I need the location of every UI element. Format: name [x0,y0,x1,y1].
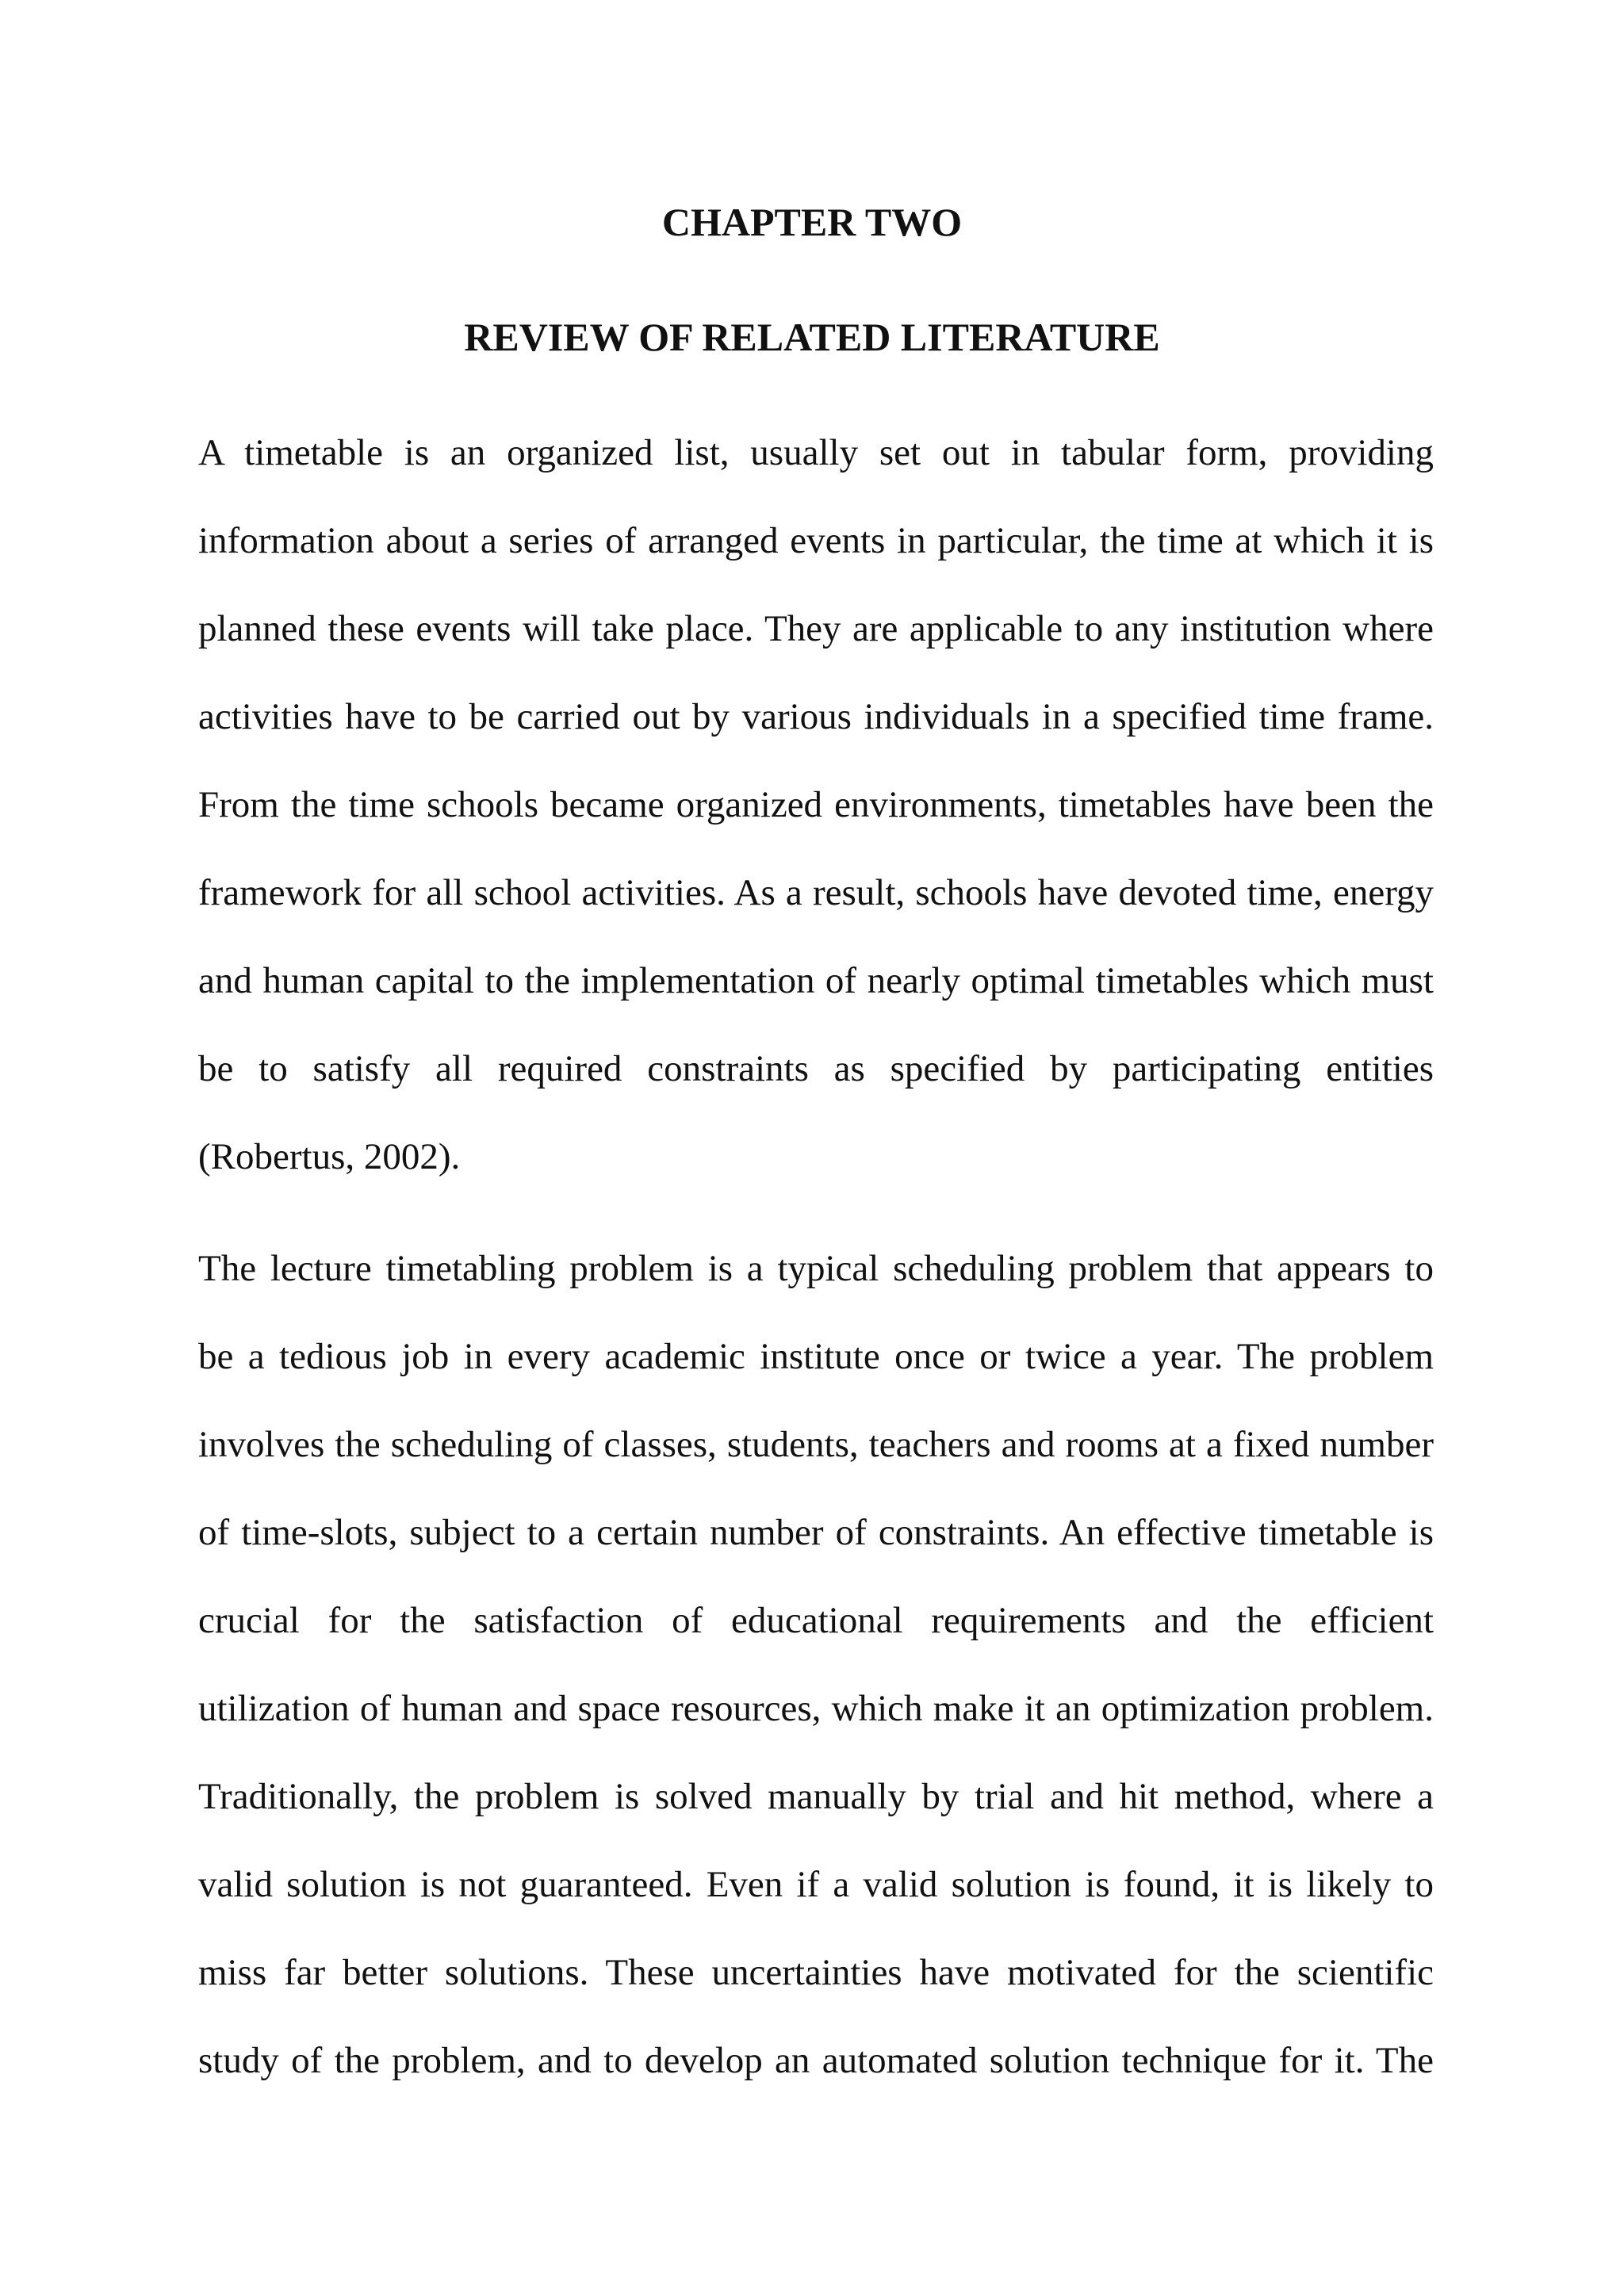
paragraph-line: information about a series of arranged events in particular, the time at which it is [198,520,1434,561]
paragraph-line: and human capital to the implementation of nearly optimal timetables which must [198,960,1434,1001]
paragraph-2 [198,1225,1434,2105]
paragraph-line: study of the problem, and to develop an automated solution technique for it. The [198,2040,1434,2081]
paragraph-line: From the time schools became organized environments, timetables have been the [198,784,1434,825]
section-title: REVIEW OF RELATED LITERATURE [464,315,1160,359]
paragraph-line: activities have to be carried out by various individuals in a specified time frame. [198,696,1434,737]
paragraph-line: framework for all school activities. As a result, schools have devoted time, energy [198,872,1434,913]
paragraph-line: utilization of human and space resources, which make it an optimization problem. [198,1688,1434,1729]
paragraph-line: involves the scheduling of classes, students, teachers and rooms at a fixed number [198,1424,1434,1465]
chapter-title: CHAPTER TWO [661,200,963,244]
paragraph-line: The lecture timetabling problem is a typical scheduling problem that appears to [198,1248,1434,1289]
paragraph-line: miss far better solutions. These uncertainties have motivated for the scientific [198,1952,1434,1993]
paragraph-line: planned these events will take place. They are applicable to any institution where [198,608,1434,649]
paragraph-line: (Robertus, 2002). [198,1136,461,1177]
paragraph-line: of time-slots, subject to a certain number of constraints. An effective timetable is [198,1512,1434,1553]
paragraph-line: valid solution is not guaranteed. Even if a valid solution is found, it is likely to [198,1864,1434,1905]
paragraph-line: Traditionally, the problem is solved manually by trial and hit method, where a [198,1776,1434,1817]
paragraph-line: be a tedious job in every academic institute once or twice a year. The problem [198,1336,1434,1377]
paragraph-line: be to satisfy all required constraints as specified by participating entities [198,1048,1434,1089]
paragraph-1 [198,409,1434,1201]
paragraph-line: A timetable is an organized list, usually set out in tabular form, providing [198,432,1434,473]
paragraph-line: crucial for the satisfaction of educational requirements and the efficient [198,1600,1434,1641]
